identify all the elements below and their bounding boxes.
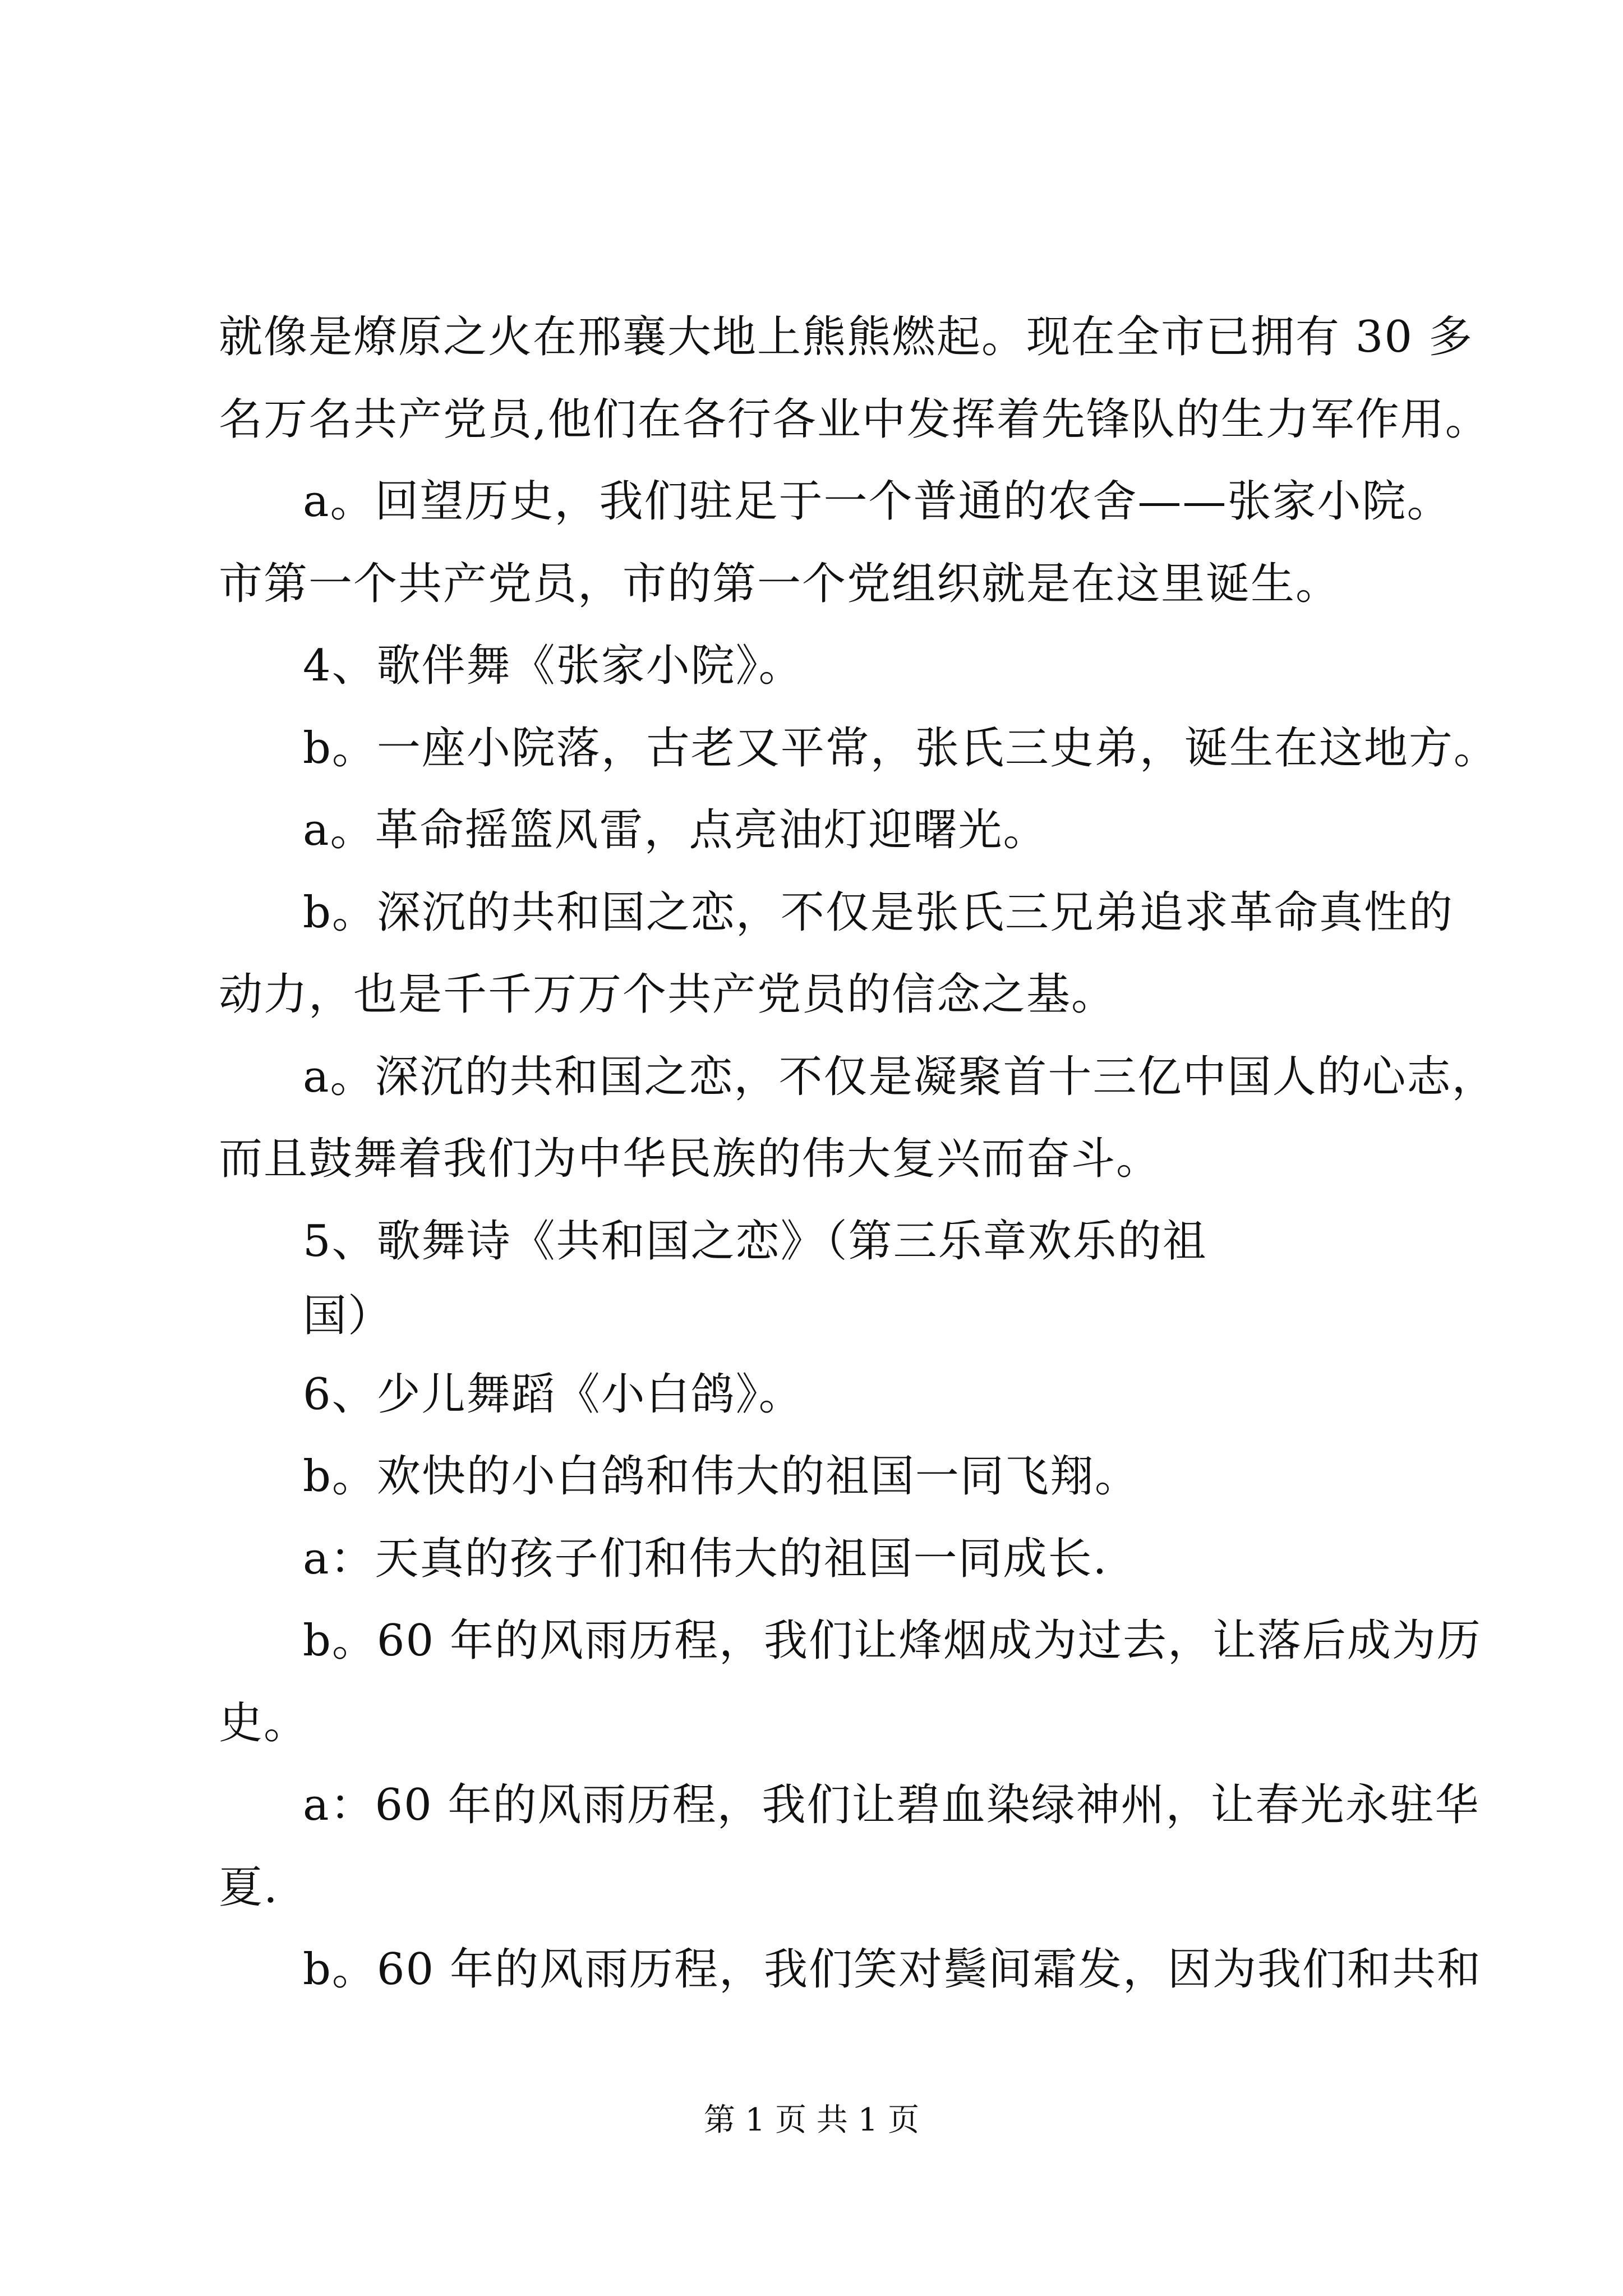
text-line: b。60 年的风雨历程，我们笑对鬓间霜发，因为我们和共和 [303,1944,1482,1995]
text-line: a。革命摇篮风雷，点亮油灯迎曙光。 [303,805,1048,855]
text-line: a。深沉的共和国之恋，不仅是凝聚首十三亿中国人的心志， [303,1052,1497,1102]
text-line: 名万名共产党员,他们在各行各业中发挥着先锋队的生力军作用。 [219,394,1490,445]
text-line: 市第一个共产党员，市的第一个党组织就是在这里诞生。 [219,559,1341,609]
text-line: 夏. [219,1862,279,1913]
text-line: b。欢快的小白鸽和伟大的祖国一同飞翔。 [303,1451,1140,1502]
text-line: a：天真的孩子们和伟大的祖国一同成长. [303,1534,1108,1584]
text-line: 就像是燎原之火在邢襄大地上熊熊燃起。现在全市已拥有 30 多 [219,312,1473,362]
text-line: b。深沉的共和国之恋，不仅是张氏三兄弟追求革命真性的 [303,887,1454,938]
text-line: b。60 年的风雨历程，我们让烽烟成为过去，让落后成为历 [303,1616,1482,1666]
text-line: 6、少儿舞蹈《小白鸽》。 [303,1369,804,1420]
text-line: 史。 [219,1698,309,1749]
text-line: a。回望历史，我们驻足于一个普通的农舍——张家小院。 [303,476,1452,527]
text-line: 4、歌伴舞《张家小院》。 [303,641,804,691]
page-footer: 第 1 页 共 1 页 [703,2102,920,2138]
text-line: 动力，也是千千万万个共产党员的信念之基。 [219,969,1117,1020]
text-line: 国） [303,1291,393,1341]
text-line: 5、歌舞诗《共和国之恋》（第三乐章欢乐的祖 [303,1216,1207,1267]
text-line: b。一座小院落，古老又平常，张氏三史弟，诞生在这地方。 [303,723,1498,774]
text-line: a：60 年的风雨历程，我们让碧血染绿神州，让春光永驻华 [303,1780,1480,1830]
text-line: 而且鼓舞着我们为中华民族的伟大复兴而奋斗。 [219,1134,1161,1184]
